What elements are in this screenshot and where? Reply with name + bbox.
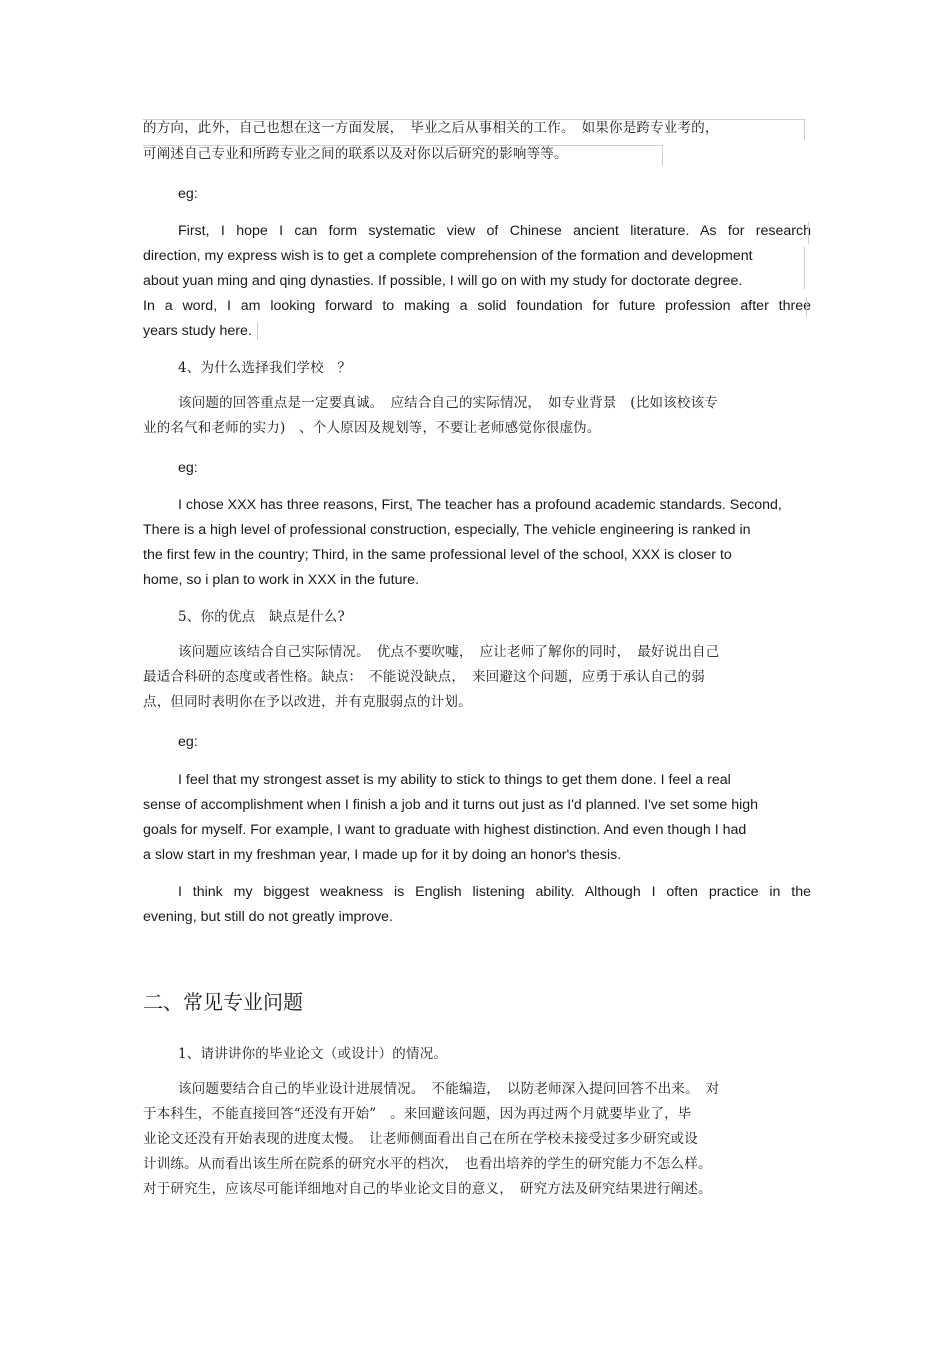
example3-line-3: goals for myself. For example, I want to graduate with highest distinction. And even though I had xyxy=(143,822,747,838)
intro-line-1: 的方向，此外，自己也想在这一方面发展， 毕业之后从事相关的工作。 如果你是跨专业考的， xyxy=(143,120,719,136)
p1-title: 1、请讲讲你的毕业论文（或设计）的情况。 xyxy=(178,1046,448,1062)
layout-line-artifact xyxy=(804,247,805,289)
q5-title: 5、你的优点 缺点是什么? xyxy=(178,609,345,625)
eg-label-3: eg: xyxy=(178,734,198,750)
p1-line-3: 业论文还没有开始表现的进度太慢。 让老师侧面看出自己在所在学校未接受过多少研究或设 xyxy=(143,1131,698,1147)
example2-line-2: There is a high level of professional construction, especially, The vehicle engineering is ranked in xyxy=(143,522,751,538)
example1-line-5: years study here. xyxy=(143,323,252,339)
q5-line-3: 点，但同时表明你在予以改进，并有克服弱点的计划。 xyxy=(143,694,472,710)
intro-line-2: 可阐述自己专业和所跨专业之间的联系以及对你以后研究的影响等等。 xyxy=(143,146,568,162)
q4-line-1: 该问题的回答重点是一定要真诚。 应结合自己的实际情况， 如专业背景 (比如该校该专 xyxy=(178,395,718,411)
p1-line-5: 对于研究生，应该尽可能详细地对自己的毕业论文目的意义， 研究方法及研究结果进行阐述。 xyxy=(143,1181,712,1197)
layout-line-artifact xyxy=(808,222,809,244)
example4-line-2: evening, but still do not greatly improve. xyxy=(143,909,393,925)
eg-label-1: eg: xyxy=(178,186,198,202)
layout-line-artifact xyxy=(806,297,807,317)
layout-box-artifact xyxy=(143,119,805,140)
p1-line-2: 于本科生，不能直接回答“还没有开始” 。来回避该问题，因为再过两个月就要毕业了，毕 xyxy=(143,1106,692,1122)
q4-title: 4、为什么选择我们学校 ？ xyxy=(178,360,352,376)
example4-line-1: I think my biggest weakness is English listening ability. Although I often practice in the xyxy=(178,884,811,900)
example1-line-4: In a word, I am looking forward to making a solid foundation for future profession after three xyxy=(143,298,811,314)
p1-line-4: 计训练。从而看出该生所在院系的研究水平的档次， 也看出培养的学生的研究能力不怎么样。 xyxy=(143,1156,712,1172)
example2-line-3: the first few in the country; Third, in the same professional level of the school, XXX is closer to xyxy=(143,547,732,563)
layout-box-artifact xyxy=(143,145,663,166)
example1-line-2: direction, my express wish is to get a complete comprehension of the formation and development xyxy=(143,248,753,264)
q5-line-1: 该问题应该结合自己实际情况。 优点不要吹嘘， 应让老师了解你的同时， 最好说出自己 xyxy=(178,644,720,660)
q4-line-2: 业的名气和老师的实力) 、个人原因及规划等，不要让老师感觉你很虚伪。 xyxy=(143,420,601,436)
example3-line-4: a slow start in my freshman year, I made up for it by doing an honor's thesis. xyxy=(143,847,622,863)
example1-line-3: about yuan ming and qing dynasties. If possible, I will go on with my study for doctorate degree. xyxy=(143,273,743,289)
example2-line-4: home, so i plan to work in XXX in the future. xyxy=(143,572,420,588)
section-heading: 二、常见专业问题 xyxy=(143,990,303,1014)
eg-label-2: eg: xyxy=(178,460,198,476)
example3-line-2: sense of accomplishment when I finish a job and it turns out just as I'd planned. I've set some high xyxy=(143,797,759,813)
p1-line-1: 该问题要结合自己的毕业设计进展情况。 不能编造， 以防老师深入提问回答不出来。 对 xyxy=(178,1081,720,1097)
example3-line-1: I feel that my strongest asset is my ability to stick to things to get them done. I feel a real xyxy=(178,772,731,788)
example2-line-1: I chose XXX has three reasons, First, The teacher has a profound academic standards. Second, xyxy=(178,497,782,513)
q5-line-2: 最适合科研的态度或者性格。缺点： 不能说没缺点， 来回避这个问题，应勇于承认自己的弱 xyxy=(143,669,705,685)
layout-line-artifact xyxy=(257,322,258,340)
example1-line-1: First, I hope I can form systematic view of Chinese ancient literature. As for research xyxy=(178,223,811,239)
